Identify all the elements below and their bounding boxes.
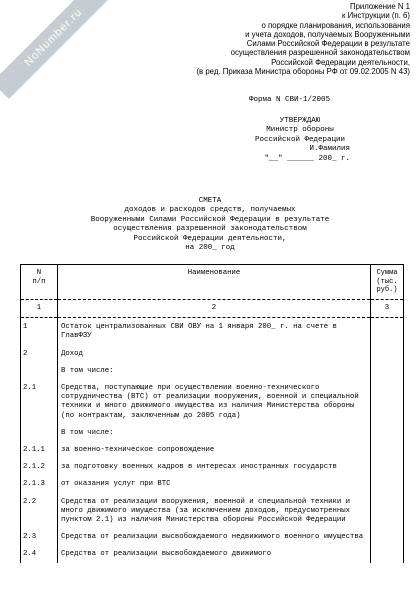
- row-number: 2.1.2: [21, 458, 58, 475]
- approval-line: И.Фамилия: [309, 145, 350, 154]
- approval-line: УТВЕРЖДАЮ: [279, 117, 321, 125]
- table-row: [21, 424, 404, 441]
- row-text: за военно-техническое сопровождение: [58, 441, 371, 458]
- column-number: 1: [21, 300, 58, 318]
- sum-column-header: Сумма (тыс. руб.): [371, 265, 404, 300]
- table-row: [21, 545, 404, 562]
- title-line: доходов и расходов средств, получаемых: [124, 206, 296, 215]
- table-row: [21, 379, 404, 424]
- row-text: от оказания услуг при ВТС: [58, 475, 371, 492]
- row-number: 2.2: [21, 493, 58, 529]
- row-number: 2.1: [21, 379, 58, 424]
- name-column-header: Наименование: [58, 265, 371, 300]
- row-sum: [371, 545, 404, 562]
- approval-line: "__" ______ 200_ г.: [264, 154, 350, 163]
- table-row: [21, 362, 404, 379]
- row-number: 2.4: [21, 545, 58, 562]
- row-text: Остаток централизованных СВИ ОВУ на 1 января 200_ г. на счете в ГлавФЗУ: [58, 318, 371, 345]
- appendix-line: к Инструкции (п. 6): [342, 11, 410, 21]
- appendix-line: осуществления разрешенной законодательством: [230, 48, 410, 58]
- table-row: [21, 458, 404, 475]
- column-number: 2: [58, 300, 371, 318]
- row-sum: [371, 379, 404, 424]
- appendix-line: Силами Российской Федерации в результате: [246, 39, 410, 49]
- document-title: [20, 197, 400, 253]
- column-number: 3: [371, 300, 404, 318]
- approval-line: Российской Федерации: [254, 135, 345, 144]
- table-row: [21, 528, 404, 545]
- number-column-header: N п/п: [21, 265, 58, 300]
- appendix-line: Приложение N 1: [349, 2, 410, 11]
- row-sum: [371, 441, 404, 458]
- approval-line: Министр обороны: [266, 126, 334, 135]
- row-text: Средства от реализации вооружения, военной и специальной техники и много движимого имущества (за исключением доходов, предусмотренных пунктом 2.1) из наличия Министерства обороны Российской Федерации: [58, 493, 371, 529]
- title-line: Российской Федерации деятельности,: [133, 234, 287, 243]
- appendix-line: о порядке планирования, использования: [261, 20, 410, 30]
- row-number: 2: [21, 345, 58, 362]
- row-text: за подготовку военных кадров в интересах иностранных государств: [58, 458, 371, 475]
- estimate-table: [20, 264, 404, 563]
- row-text: Средства от реализации высвобождаемого движимого: [58, 545, 371, 562]
- row-sum: [371, 345, 404, 362]
- row-number: [21, 362, 58, 379]
- row-text: Средства от реализации высвобождаемого недвижимого военного имущества: [58, 528, 371, 545]
- table-header-row: [21, 265, 404, 300]
- approval-block: [250, 117, 350, 164]
- appendix-line: Российской Федерации деятельности,: [271, 57, 410, 67]
- form-number: Форма N СВИ-1/2005: [249, 96, 331, 104]
- row-number: 2.3: [21, 528, 58, 545]
- row-number: 1: [21, 318, 58, 345]
- title-heading: СМЕТА: [198, 197, 222, 205]
- row-sum: [371, 493, 404, 529]
- row-sum: [371, 458, 404, 475]
- row-number: 2.1.1: [21, 441, 58, 458]
- table-row: [21, 318, 404, 345]
- row-text: Средства, поступающие при осуществлении военно-технического сотрудничества (ВТС) от реализации вооружения, военной и специальной техники и много движимого имущества из наличия Министерства обороны (по контрактам, заключенным до 2005 года): [58, 379, 371, 424]
- table-row: [21, 493, 404, 529]
- row-sum: [371, 362, 404, 379]
- watermark: NoNumber.ru: [0, 0, 115, 99]
- table-row: [21, 441, 404, 458]
- row-number: [21, 424, 58, 441]
- table-row: [21, 475, 404, 492]
- row-text: В том числе:: [58, 424, 371, 441]
- row-sum: [371, 318, 404, 345]
- row-text: Доход: [58, 345, 371, 362]
- row-sum: [371, 475, 404, 492]
- title-line: на 200_ год: [185, 244, 235, 253]
- row-sum: [371, 528, 404, 545]
- appendix-block: [150, 2, 410, 76]
- title-line: Вооруженными Силами Российской Федерации в результате: [90, 215, 330, 224]
- row-sum: [371, 424, 404, 441]
- appendix-line: (в ред. Приказа Министра обороны РФ от 09.02.2005 N 43): [196, 67, 410, 77]
- appendix-line: и учета доходов, получаемых Вооруженными: [245, 29, 410, 39]
- table-row: [21, 345, 404, 362]
- row-number: 2.1.3: [21, 475, 58, 492]
- title-line: осуществления разрешенной законодательством: [113, 225, 307, 234]
- column-number-row: [21, 300, 404, 318]
- row-text: В том числе:: [58, 362, 371, 379]
